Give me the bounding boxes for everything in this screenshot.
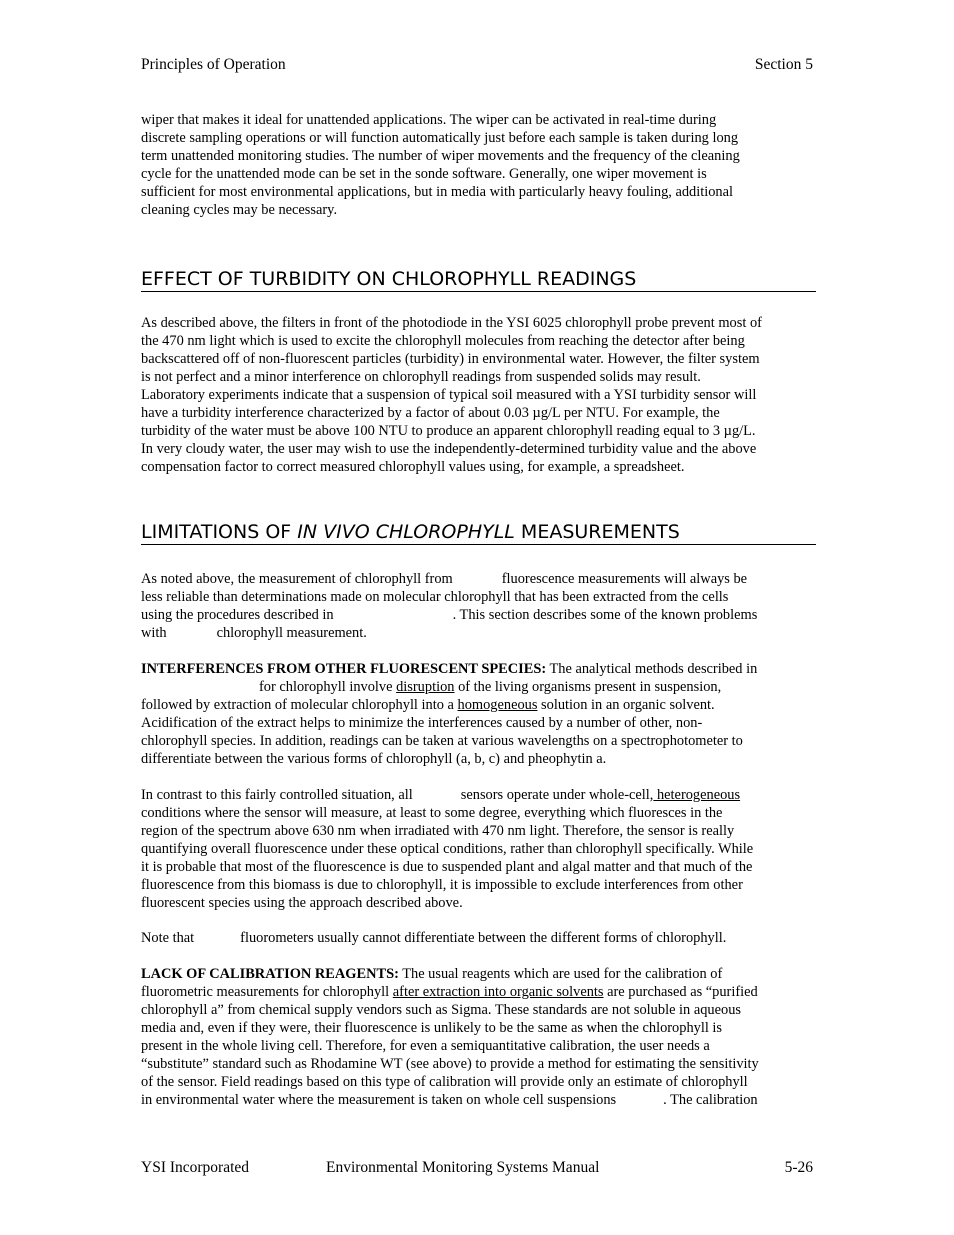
text-span: with: [141, 624, 167, 641]
text-span: As noted above, the measurement of chlorophyll from: [141, 571, 453, 587]
text-span: in environmental water where the measurement is taken on whole cell suspensions: [141, 1091, 617, 1108]
text-line: [141, 930, 815, 948]
text-line: region of the spectrum above 630 nm when irradiated with 470 nm light. Therefore, the sensor is really: [141, 822, 735, 839]
text-line: it is probable that most of the fluorescence is due to suspended plant and algal matter and that much of the: [141, 858, 753, 875]
text-line: of the sensor. Field readings based on this type of calibration will provide only an estimate of chlorophyll: [141, 1073, 748, 1090]
run-in-heading: INTERFERENCES FROM OTHER FLUORESCENT SPECIES:: [141, 661, 547, 677]
text-line: chlorophyll a” from chemical supply vendors such as Sigma. These standards are not soluble in aqueous: [141, 1001, 742, 1018]
text-line: [141, 607, 815, 625]
text-line: have a turbidity interference characterized by a factor of about 0.03 µg/L per NTU. For example, the: [141, 404, 720, 421]
text-span: sensors operate under whole-cell,: [460, 787, 654, 803]
text-span: using the procedures described in: [141, 606, 334, 623]
text-line: [141, 625, 815, 643]
text-line: cleaning cycles may be necessary.: [141, 201, 338, 218]
run-in-heading: LACK OF CALIBRATION REAGENTS:: [141, 966, 399, 982]
text-line: term unattended monitoring studies. The number of wiper movements and the frequency of the cleaning: [141, 147, 740, 164]
header-title: Principles of Operation: [141, 56, 286, 73]
text-span: The usual reagents which are used for the calibration of: [398, 966, 723, 982]
text-span: followed by extraction of molecular chlorophyll into a: [141, 696, 458, 713]
section-heading-turbidity: EFFECT OF TURBIDITY ON CHLOROPHYLL READINGS: [141, 268, 816, 292]
text-line: fluorescence from this biomass is due to chlorophyll, it is impossible to exclude interferences from other: [141, 876, 743, 893]
text-line: cycle for the unattended mode can be set in the sonde software. Generally, one wiper movement is: [141, 165, 707, 182]
text-span: fluorescence measurements will always be: [501, 571, 748, 587]
section-heading-limitations: [141, 521, 816, 545]
text-span: are purchased as “purified: [603, 983, 758, 1000]
text-span: for chlorophyll involve: [259, 678, 397, 695]
footer-manual-title: Environmental Monitoring Systems Manual: [326, 1159, 600, 1176]
text-line: less reliable than determinations made on molecular chlorophyll that has been extracted from the cells: [141, 588, 729, 605]
heading-part: LIMITATIONS OF: [141, 521, 298, 543]
text-line: Laboratory experiments indicate that a suspension of typical soil measured with a YSI turbidity sensor will: [141, 386, 757, 403]
text-line: present in the whole living cell. Therefore, for even a semiquantitative calibration, the user needs a: [141, 1037, 710, 1054]
underlined-term: heterogeneous: [653, 787, 741, 803]
heading-part: MEASUREMENTS: [514, 521, 680, 543]
text-line: the 470 nm light which is used to excite the chlorophyll molecules from reaching the detector after being: [141, 332, 745, 349]
text-line: [141, 661, 815, 679]
document-page: [141, 0, 815, 1235]
text-line: sufficient for most environmental applications, but in media with particularly heavy fouling, additional: [141, 183, 734, 200]
text-line: [141, 697, 815, 715]
underlined-term: homogeneous: [457, 696, 538, 713]
text-line: [141, 1092, 815, 1110]
text-span: solution in an organic solvent.: [537, 696, 715, 713]
text-line: differentiate between the various forms of chlorophyll (a, b, c) and pheophytin a.: [141, 750, 607, 767]
interferences-paragraph: [141, 661, 815, 769]
text-line: chlorophyll species. In addition, readings can be taken at various wavelengths on a spectrophotometer to: [141, 732, 743, 749]
header-section: Section 5: [754, 56, 813, 73]
text-line: wiper that makes it ideal for unattended applications. The wiper can be activated in real-time during: [141, 112, 717, 128]
intro-paragraph: [141, 112, 815, 220]
text-line: [141, 679, 815, 697]
text-line: quantifying overall fluorescence under these optical conditions, rather than chlorophyll specifically. While: [141, 840, 754, 857]
text-span: of the living organisms present in suspension,: [454, 678, 722, 695]
text-span: chlorophyll measurement.: [216, 624, 367, 641]
text-line: fluorescent species using the approach described above.: [141, 894, 463, 911]
text-span: The analytical methods described in: [546, 661, 758, 677]
text-line: media and, even if they were, their fluorescence is unlikely to be the same as when the chlorophyll is: [141, 1019, 723, 1036]
whole-cell-paragraph: [141, 787, 815, 913]
text-line: backscattered off of non-fluorescent particles (turbidity) in environmental water. However, the filter system: [141, 350, 760, 367]
text-line: Acidification of the extract helps to minimize the interferences caused by a number of other, non-: [141, 714, 703, 731]
text-line: [141, 787, 815, 805]
limitations-intro-paragraph: [141, 571, 815, 643]
text-line: compensation factor to correct measured chlorophyll values using, for example, a spreadsheet.: [141, 458, 685, 475]
underlined-term: after extraction into organic solvents: [392, 983, 604, 1000]
text-span: fluorometers usually cannot differentiate between the different forms of chlorophyll.: [240, 930, 727, 946]
text-line: discrete sampling operations or will function automatically just before each sample is taken during long: [141, 129, 739, 146]
text-line: [141, 571, 815, 589]
turbidity-paragraph: [141, 315, 815, 477]
text-line: is not perfect and a minor interference on chlorophyll readings from suspended solids may result.: [141, 368, 701, 385]
text-span: fluorometric measurements for chlorophyll: [141, 983, 393, 1000]
text-span: . The calibration: [663, 1091, 758, 1108]
footer-page-number: 5-26: [784, 1159, 813, 1176]
text-line: [141, 966, 815, 984]
footer-company: YSI Incorporated: [141, 1159, 250, 1176]
text-line: turbidity of the water must be above 100 NTU to produce an apparent chlorophyll reading equal to 3 µg/L.: [141, 422, 756, 439]
heading-italic-part: IN VIVO CHLOROPHYLL: [297, 521, 515, 543]
text-span: Note that: [141, 930, 195, 946]
text-span: In contrast to this fairly controlled situation, all: [141, 787, 413, 803]
text-span: . This section describes some of the known problems: [452, 606, 758, 623]
text-line: conditions where the sensor will measure, at least to some degree, everything which fluoresces in the: [141, 804, 723, 821]
text-line: [141, 984, 815, 1002]
text-line: “substitute” standard such as Rhodamine WT (see above) to provide a method for estimating the sensitivity: [141, 1055, 759, 1072]
calibration-paragraph: [141, 966, 815, 1110]
note-paragraph: [141, 930, 815, 948]
text-line: As described above, the filters in front of the photodiode in the YSI 6025 chlorophyll probe prevent most of: [141, 315, 762, 331]
text-line: In very cloudy water, the user may wish to use the independently-determined turbidity value and the above: [141, 440, 757, 457]
underlined-term: disruption: [396, 678, 455, 695]
